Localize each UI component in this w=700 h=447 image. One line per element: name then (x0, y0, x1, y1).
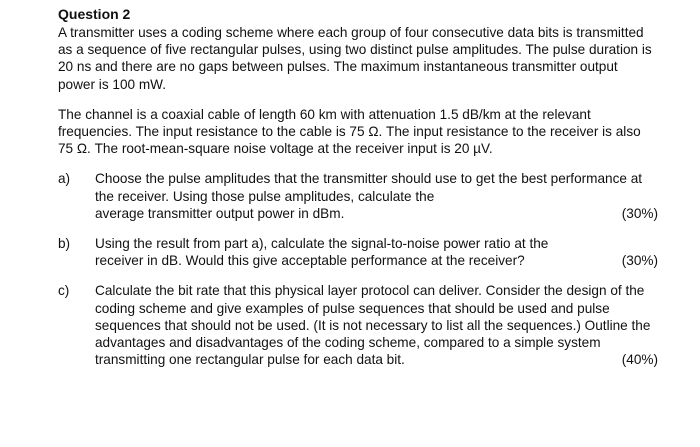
question-title: Question 2 (58, 6, 131, 22)
part-b-letter: b) (58, 236, 71, 252)
part-c-last-line (95, 351, 658, 368)
part-a-text: Choose the pulse amplitudes that the transmitter should use to get the best performance at the receiver. Using those pulse amplitudes, calculate the (95, 171, 643, 204)
question-document (58, 6, 658, 381)
part-a-last-line (95, 205, 658, 222)
part-b-last-line (95, 252, 658, 269)
part-c-marks: (40%) (621, 352, 658, 368)
part-b-body (95, 235, 658, 269)
part-b-last-text: receiver in dB. Would this give acceptable performance at the receiver? (95, 253, 525, 269)
part-b (58, 235, 658, 269)
part-a (58, 170, 658, 222)
part-a-marks: (30%) (621, 205, 658, 221)
part-c (58, 282, 658, 368)
part-c-letter: c) (58, 283, 70, 299)
part-b-text: Using the result from part a), calculate the signal-to-noise power ratio at the (95, 236, 549, 252)
part-a-body (95, 170, 658, 222)
part-c-last-text: transmitting one rectangular pulse for each data bit. (95, 352, 405, 368)
part-c-text: Calculate the bit rate that this physical layer protocol can deliver. Consider the design of the coding scheme and give examples of pulse sequences that should be used and pulse sequences that should not be used. (It is not necessary to list all the sequences.) Outline the advantages and disadvantages of the coding scheme, compared to a simple system (95, 283, 651, 351)
part-b-marks: (30%) (621, 253, 658, 269)
question-parts-list (58, 170, 658, 368)
part-c-body (95, 282, 658, 368)
part-a-last-text: average transmitter output power in dBm. (95, 205, 345, 221)
part-a-letter: a) (58, 171, 71, 187)
intro-paragraph: A transmitter uses a coding scheme where each group of four consecutive data bits is transmitted as a sequence of five rectangular pulses, using two distinct pulse amplitudes. The pulse duration is 20 ns and there are no gaps between pulses. The maximum instantaneous transmitter output power is 100 mW. (58, 25, 652, 92)
channel-paragraph: The channel is a coaxial cable of length 60 km with attenuation 1.5 dB/km at the relevant frequencies. The input resistance to the cable is 75 Ω. The input resistance to the receiver is also 75 Ω. The root-mean-square noise voltage at the receiver input is 20 µV. (58, 106, 641, 157)
